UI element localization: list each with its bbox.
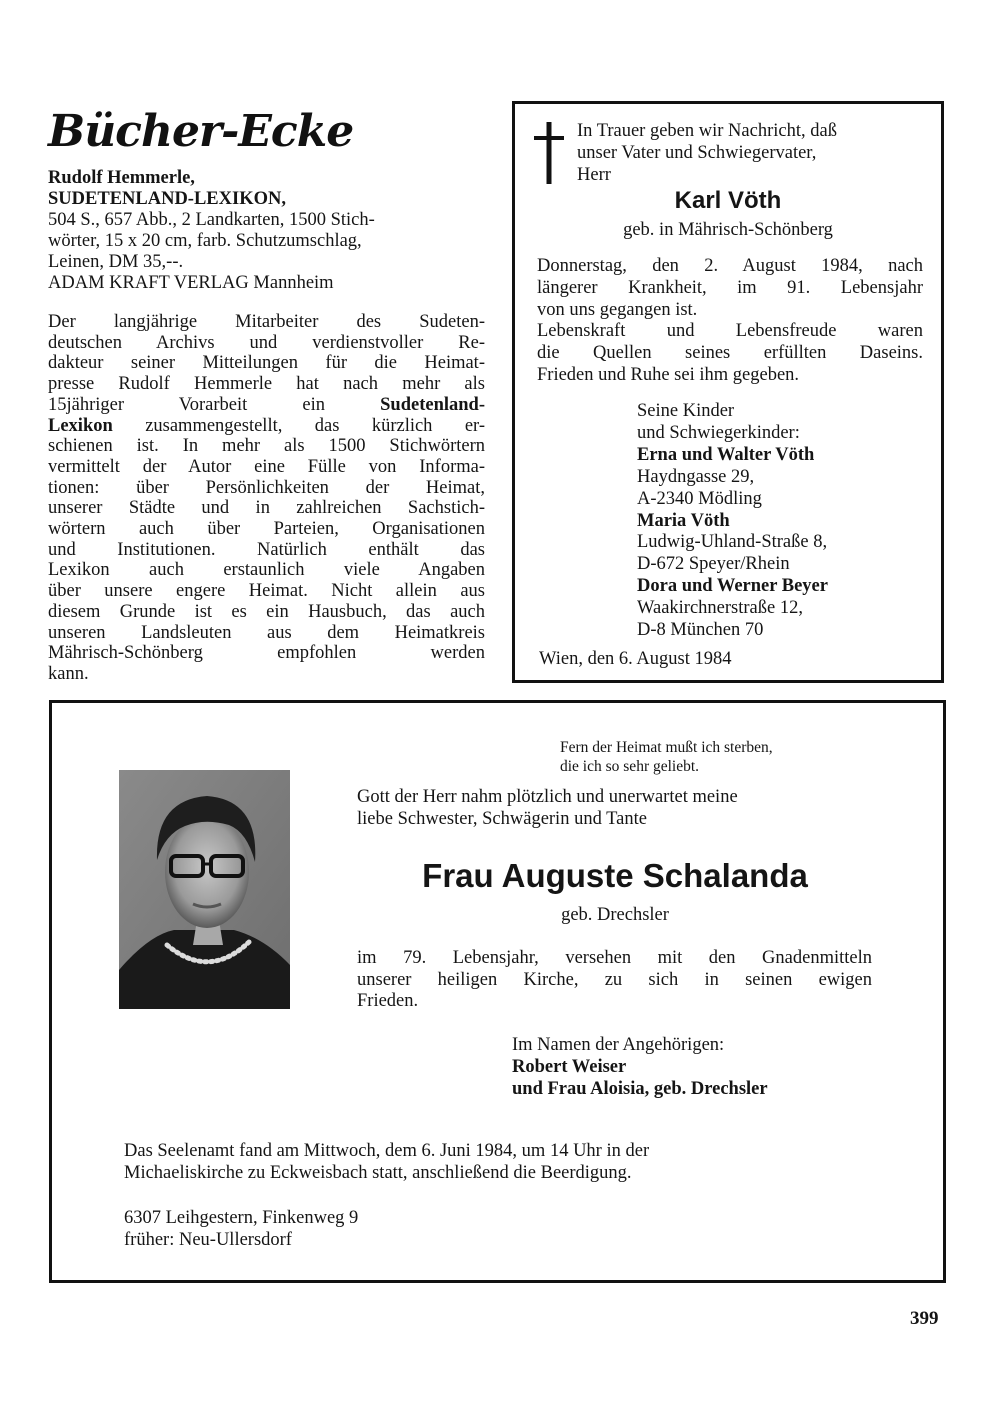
review-line: schienen ist. In mehr als 1500 Stichwörtern (48, 436, 485, 457)
mourner-name: und Frau Aloisia, geb. Drechsler (512, 1079, 768, 1099)
text-line: im 79. Lebensjahr, versehen mit den Gnadenmitteln (357, 948, 872, 968)
relative-city: A-2340 Mödling (637, 488, 762, 509)
obituary-motto (560, 739, 900, 776)
obituary-schalanda-text (357, 948, 872, 1013)
review-line: deutschen Archivs und verdienstvoller Re- (48, 332, 485, 353)
review-line: unserer Städte und in zahlreichen Sachstich- (48, 498, 485, 519)
review-line: tionen: über Persönlichkeiten der Heimat, (48, 477, 485, 498)
relative-name: Maria Vöth (637, 510, 730, 531)
obituary-voeth-intro (577, 120, 937, 186)
relative-city: D-672 Speyer/Rhein (637, 554, 790, 575)
book-details-line: Leinen, DM 35,--. (48, 252, 184, 272)
motto-line: Fern der Heimat mußt ich sterben, (560, 739, 773, 756)
deceased-name-schalanda: Frau Auguste Schalanda (422, 857, 808, 894)
review-line: Mährisch-Schönberg empfohlen werden (48, 643, 485, 664)
intro-line: Herr (577, 165, 611, 185)
text-line: Donnerstag, den 2. August 1984, nach (537, 256, 923, 276)
text-line: längerer Krankheit, im 91. Lebensjahr (537, 277, 923, 298)
mourner-address (124, 1207, 524, 1251)
book-author: Rudolf Hemmerle, (48, 168, 195, 188)
book-review (48, 312, 485, 685)
mourners-block (512, 1034, 912, 1100)
mourners-intro: Im Namen der Angehörigen: (512, 1035, 725, 1055)
announce-line: Gott der Herr nahm plötzlich und unerwartet meine (357, 787, 738, 807)
text-line: von uns gegangen ist. (537, 299, 698, 320)
text-line: die Quellen seines erfüllten Daseins. (537, 343, 923, 364)
cross-icon (534, 122, 564, 184)
family-intro-line: und Schwiegerkinder: (637, 422, 800, 443)
relative-name: Dora und Werner Beyer (637, 576, 828, 597)
obituary-voeth-place-date: Wien, den 6. August 1984 (539, 649, 732, 669)
review-line: Lexikon auch erstaunlich viele Angaben (48, 560, 485, 581)
deceased-birthplace-voeth: geb. in Mährisch-Schönberg (623, 220, 833, 240)
requiem-info (124, 1140, 824, 1184)
review-line: unseren Landsleuten aus dem Heimatkreis (48, 622, 485, 643)
requiem-line: Michaeliskirche zu Eckweisbach statt, anschließend die Beerdigung. (124, 1163, 632, 1183)
family-intro-line: Seine Kinder (637, 401, 735, 421)
intro-line: In Trauer geben wir Nachricht, daß (577, 121, 837, 141)
review-line: vermittelt der Autor eine Fülle von Informa- (48, 456, 485, 477)
text-line: Lebenskraft und Lebensfreude waren (537, 321, 923, 342)
text-line: Frieden. (357, 991, 419, 1011)
motto-line: die ich so sehr geliebt. (560, 757, 700, 775)
requiem-line: Das Seelenamt fand am Mittwoch, dem 6. Juni 1984, um 14 Uhr in der (124, 1141, 650, 1161)
book-details-line: wörter, 15 x 20 cm, farb. Schutzumschlag, (48, 231, 362, 251)
book-publisher: ADAM KRAFT VERLAG Mannheim (48, 273, 334, 293)
relative-street: Ludwig-Uhland-Straße 8, (637, 532, 828, 553)
text-line: Frieden und Ruhe sei ihm gegeben. (537, 364, 800, 385)
deceased-name-voeth: Karl Vöth (674, 187, 782, 214)
text-line: unserer heiligen Kirche, zu sich in seinen ewigen (357, 969, 872, 990)
mourner-name: Robert Weiser (512, 1057, 627, 1077)
review-line (48, 416, 485, 437)
book-title: SUDETENLAND-LEXIKON, (48, 189, 286, 209)
book-info (48, 168, 488, 294)
review-line: und Institutionen. Natürlich enthält das (48, 539, 485, 560)
review-line: Der langjährige Mitarbeiter des Sudeten- (48, 312, 485, 332)
deceased-maiden-name: geb. Drechsler (561, 905, 669, 925)
review-line: kann. (48, 663, 89, 684)
review-line (48, 395, 485, 416)
address-line: 6307 Leihgestern, Finkenweg 9 (124, 1208, 359, 1228)
book-details-line: 504 S., 657 Abb., 2 Landkarten, 1500 Stich- (48, 210, 375, 230)
review-emphasis: Lexikon (48, 415, 113, 436)
review-text: 15jähriger Vorarbeit ein (48, 394, 326, 415)
review-text: zusammengestellt, das kürzlich er- (145, 415, 485, 436)
obituary-voeth-family (637, 401, 937, 642)
portrait-photo (119, 770, 290, 1009)
page-number: 399 (910, 1308, 939, 1329)
announce-line: liebe Schwester, Schwägerin und Tante (357, 808, 647, 829)
address-line: früher: Neu-Ullersdorf (124, 1230, 292, 1250)
review-line: presse Rudolf Hemmerle hat nach mehr als (48, 374, 485, 395)
obituary-schalanda-announce (357, 787, 877, 830)
review-line: wörtern auch über Parteien, Organisationen (48, 519, 485, 540)
relative-city: D-8 München 70 (637, 620, 764, 641)
relative-street: Waakirchnerstraße 12, (637, 598, 803, 619)
review-line: dakteur seiner Mitteilungen für die Heimat- (48, 353, 485, 374)
review-line: diesem Grunde ist es ein Hausbuch, das auch (48, 601, 485, 622)
review-emphasis: Sudetenland- (380, 394, 485, 415)
relative-name: Erna und Walter Vöth (637, 444, 815, 465)
intro-line: unser Vater und Schwiegervater, (577, 143, 817, 163)
book-corner-heading: Bücher-Ecke (48, 106, 354, 157)
review-line: über unsere engere Heimat. Nicht allein aus (48, 581, 485, 602)
relative-street: Haydngasse 29, (637, 466, 755, 487)
obituary-voeth-text (537, 256, 923, 387)
